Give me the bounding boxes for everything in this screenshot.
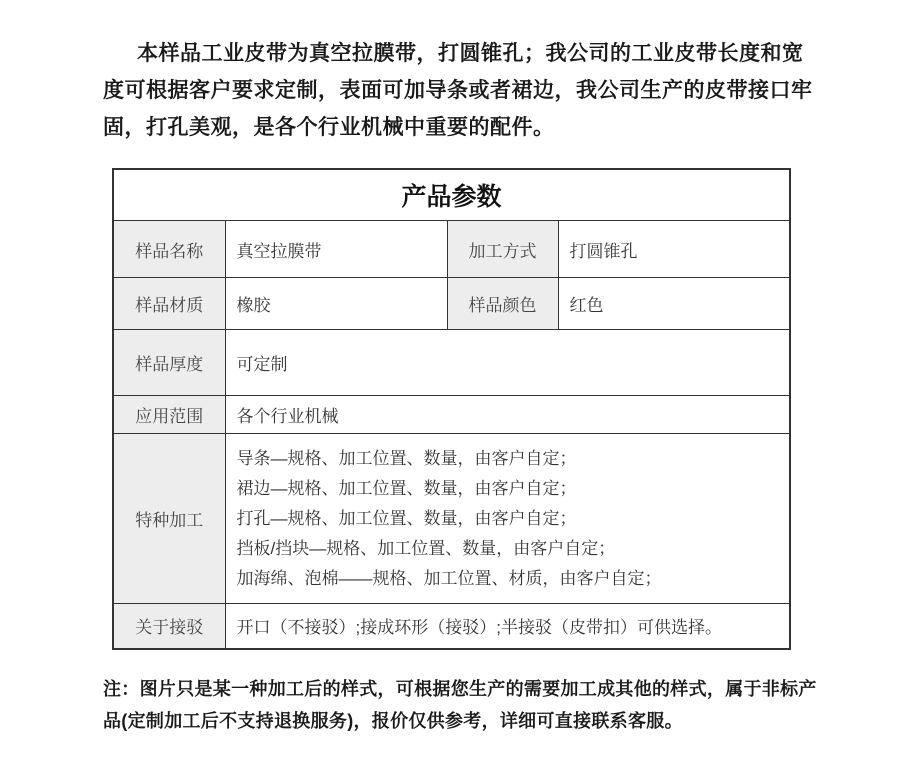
- special-processing-line-4: 挡板/挡块—规格、加工位置、数量，由客户自定；: [236, 538, 616, 558]
- param-label-thickness: 样品厚度: [113, 330, 225, 396]
- footer-note: 注：图片只是某一种加工后的样式，可根据您生产的需要加工成其他的样式，属于非标产品(定制加工后不支持退换服务)，报价仅供参考，详细可直接联系客服。: [103, 678, 817, 731]
- param-value-special-processing: [225, 434, 790, 604]
- param-value-sample-name: 真空拉膜带: [225, 221, 447, 278]
- table-row-thickness: [113, 330, 790, 396]
- intro-paragraph: 本样品工业皮带为真空拉膜带，打圆锥孔；我公司的工业皮带长度和宽度可根据客户要求定制，表面可加导条或者裙边，我公司生产的皮带接口牢固，打孔美观，是各个行业机械中重要的配件。: [103, 42, 813, 139]
- special-processing-line-2: 裙边—规格、加工位置、数量，由客户自定；: [236, 478, 577, 498]
- table-row-application: [113, 396, 790, 434]
- table-row-sample-name: [113, 221, 790, 278]
- table-row-special-processing: [113, 434, 790, 604]
- param-value-material: 橡胶: [225, 278, 447, 330]
- table-title: 产品参数: [113, 169, 790, 221]
- param-label-processing-method: 加工方式: [447, 221, 558, 278]
- param-value-thickness: 可定制: [225, 330, 790, 396]
- param-label-material: 样品材质: [113, 278, 225, 330]
- table-row-material-color: [113, 278, 790, 330]
- param-value-application: 各个行业机械: [225, 396, 790, 434]
- product-params-table: [112, 168, 791, 650]
- special-processing-line-1: 导条—规格、加工位置、数量，由客户自定；: [236, 448, 577, 468]
- param-value-processing-method: 打圆锥孔: [558, 221, 790, 278]
- param-value-color: 红色: [558, 278, 790, 330]
- param-label-application: 应用范围: [113, 396, 225, 434]
- param-label-color: 样品颜色: [447, 278, 558, 330]
- special-processing-line-5: 加海绵、泡棉——规格、加工位置、材质，由客户自定；: [236, 568, 662, 588]
- param-label-special-processing: 特种加工: [113, 434, 225, 604]
- param-label-sample-name: 样品名称: [113, 221, 225, 278]
- table-row-joining: [113, 604, 790, 649]
- param-label-joining: 关于接驳: [113, 604, 225, 649]
- special-processing-line-3: 打孔—规格、加工位置、数量，由客户自定；: [236, 508, 577, 528]
- param-value-joining: 开口（不接驳）;接成环形（接驳）;半接驳（皮带扣）可供选择。: [225, 604, 790, 649]
- table-title-row: [113, 169, 790, 221]
